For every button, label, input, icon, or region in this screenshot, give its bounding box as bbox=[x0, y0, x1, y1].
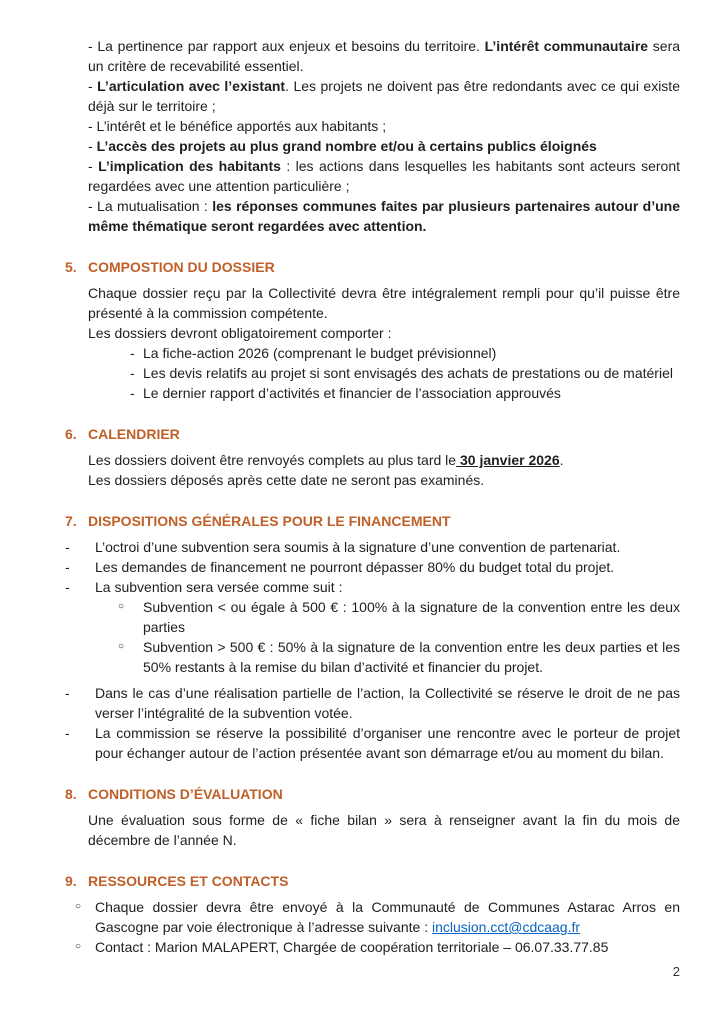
criteria-item: - La pertinence par rapport aux enjeux et besoins du territoire. L’intérêt communautaire sera un critère de recevabilité essentiel. bbox=[88, 38, 681, 74]
dossier-items-list bbox=[88, 343, 680, 403]
dash-bullet: - bbox=[65, 539, 70, 555]
section-title: COMPOSTION DU DOSSIER bbox=[88, 259, 275, 275]
paragraph: Les dossiers déposés après cette date ne seront pas examinés. bbox=[88, 472, 485, 488]
section-heading-7 bbox=[65, 511, 680, 531]
list-item-text: Subvention > 500 € : 50% à la signature de la convention entre les deux parties et les 50% restants à la remise du bilan d’activité et financier du projet. bbox=[143, 639, 680, 675]
financement-list bbox=[65, 537, 680, 763]
list-item bbox=[65, 723, 680, 763]
email-link[interactable]: inclusion.cct@cdcaag.fr bbox=[431, 919, 581, 935]
list-item-text: Les demandes de financement ne pourront dépasser 80% du budget total du projet. bbox=[95, 559, 615, 575]
dash-bullet: - bbox=[65, 579, 70, 595]
section-title: RESSOURCES ET CONTACTS bbox=[88, 873, 289, 889]
list-item bbox=[65, 557, 680, 577]
list-item bbox=[118, 637, 680, 677]
criteria-item: - L’accès des projets au plus grand nombre et/ou à certains publics éloignés bbox=[88, 138, 597, 154]
list-item-text: Les devis relatifs au projet si sont envisagés des achats de prestations ou de matériel bbox=[143, 365, 673, 381]
list-item-text: Le dernier rapport d’activités et financier de l’association approuvés bbox=[143, 385, 561, 401]
list-item-text: La fiche-action 2026 (comprenant le budget prévisionnel) bbox=[143, 345, 497, 361]
circle-bullet: ○ bbox=[75, 941, 82, 952]
dash-bullet: - bbox=[130, 345, 135, 361]
list-item bbox=[130, 363, 680, 383]
criteria-list bbox=[88, 36, 680, 236]
list-item bbox=[65, 683, 680, 723]
paragraph: Chaque dossier reçu par la Collectivité devra être intégralement rempli pour qu’il puisse être présenté à la commission compétente. bbox=[88, 285, 680, 321]
paragraph: Les dossiers devront obligatoirement comporter : bbox=[88, 325, 392, 341]
paragraph: Les dossiers doivent être renvoyés complets au plus tard le 30 janvier 2026. bbox=[88, 452, 564, 468]
list-item-text: La subvention sera versée comme suit : bbox=[95, 579, 343, 595]
dash-bullet: - bbox=[65, 685, 70, 701]
section-heading-6 bbox=[65, 424, 680, 444]
list-item-text: L’octroi d’une subvention sera soumis à la signature d’une convention de partenariat. bbox=[95, 539, 621, 555]
list-item-text: La commission se réserve la possibilité d’organiser une rencontre avec le porteur de projet pour échanger autour de l’action présentée avant son démarrage et/ou au moment du bilan. bbox=[95, 725, 680, 761]
section-number: 7. bbox=[65, 513, 77, 529]
list-item bbox=[130, 343, 680, 363]
section-title: CONDITIONS D’ÉVALUATION bbox=[88, 786, 283, 802]
dash-bullet: - bbox=[65, 559, 70, 575]
section-number: 8. bbox=[65, 786, 77, 802]
list-item-text: Chaque dossier devra être envoyé à la Communauté de Communes Astarac Arros en Gascogne par voie électronique à l’adresse suivante : inclusion.cct@cdcaag.fr bbox=[95, 899, 680, 935]
list-item-text: Contact : Marion MALAPERT, Chargée de coopération territoriale – 06.07.33.77.85 bbox=[95, 939, 609, 955]
criteria-item: - L’articulation avec l’existant. Les projets ne doivent pas être redondants avec ce qui existe déjà sur le territoire ; bbox=[88, 78, 680, 114]
circle-bullet: ○ bbox=[118, 641, 125, 652]
list-item bbox=[75, 937, 680, 957]
list-item-text: Subvention < ou égale à 500 € : 100% à la signature de la convention entre les deux parties bbox=[143, 599, 680, 635]
list-item-text: Dans le cas d’une réalisation partielle de l’action, la Collectivité se réserve le droit de ne pas verser l’intégralité de la subvention votée. bbox=[95, 685, 680, 721]
section-number: 6. bbox=[65, 426, 77, 442]
paragraph: Une évaluation sous forme de « fiche bilan » sera à renseigner avant la fin du mois de décembre de l’année N. bbox=[88, 812, 680, 848]
list-item bbox=[65, 537, 680, 557]
section-heading-9 bbox=[65, 871, 680, 891]
section-number: 9. bbox=[65, 873, 77, 889]
contacts-list bbox=[75, 897, 680, 957]
circle-bullet: ○ bbox=[75, 901, 82, 912]
dash-bullet: - bbox=[130, 385, 135, 401]
section-heading-5 bbox=[65, 257, 680, 277]
list-item bbox=[65, 577, 680, 597]
list-item bbox=[118, 597, 680, 637]
section-heading-8 bbox=[65, 784, 680, 804]
circle-bullet: ○ bbox=[118, 601, 125, 612]
page-number: 2 bbox=[672, 964, 680, 979]
list-item bbox=[75, 897, 680, 937]
section-title: DISPOSITIONS GÉNÉRALES POUR LE FINANCEMENT bbox=[88, 513, 451, 529]
criteria-item: - La mutualisation : les réponses communes faites par plusieurs partenaires autour d’une même thématique seront regardées avec attention. bbox=[88, 198, 681, 234]
dash-bullet: - bbox=[65, 725, 70, 741]
section-number: 5. bbox=[65, 259, 77, 275]
section-title: CALENDRIER bbox=[88, 426, 180, 442]
criteria-item: - L’intérêt et le bénéfice apportés aux habitants ; bbox=[88, 118, 387, 134]
criteria-item: - L’implication des habitants : les actions dans lesquelles les habitants sont acteurs seront regardées avec une attention particulière ; bbox=[88, 158, 680, 194]
list-item bbox=[130, 383, 680, 403]
dash-bullet: - bbox=[130, 365, 135, 381]
